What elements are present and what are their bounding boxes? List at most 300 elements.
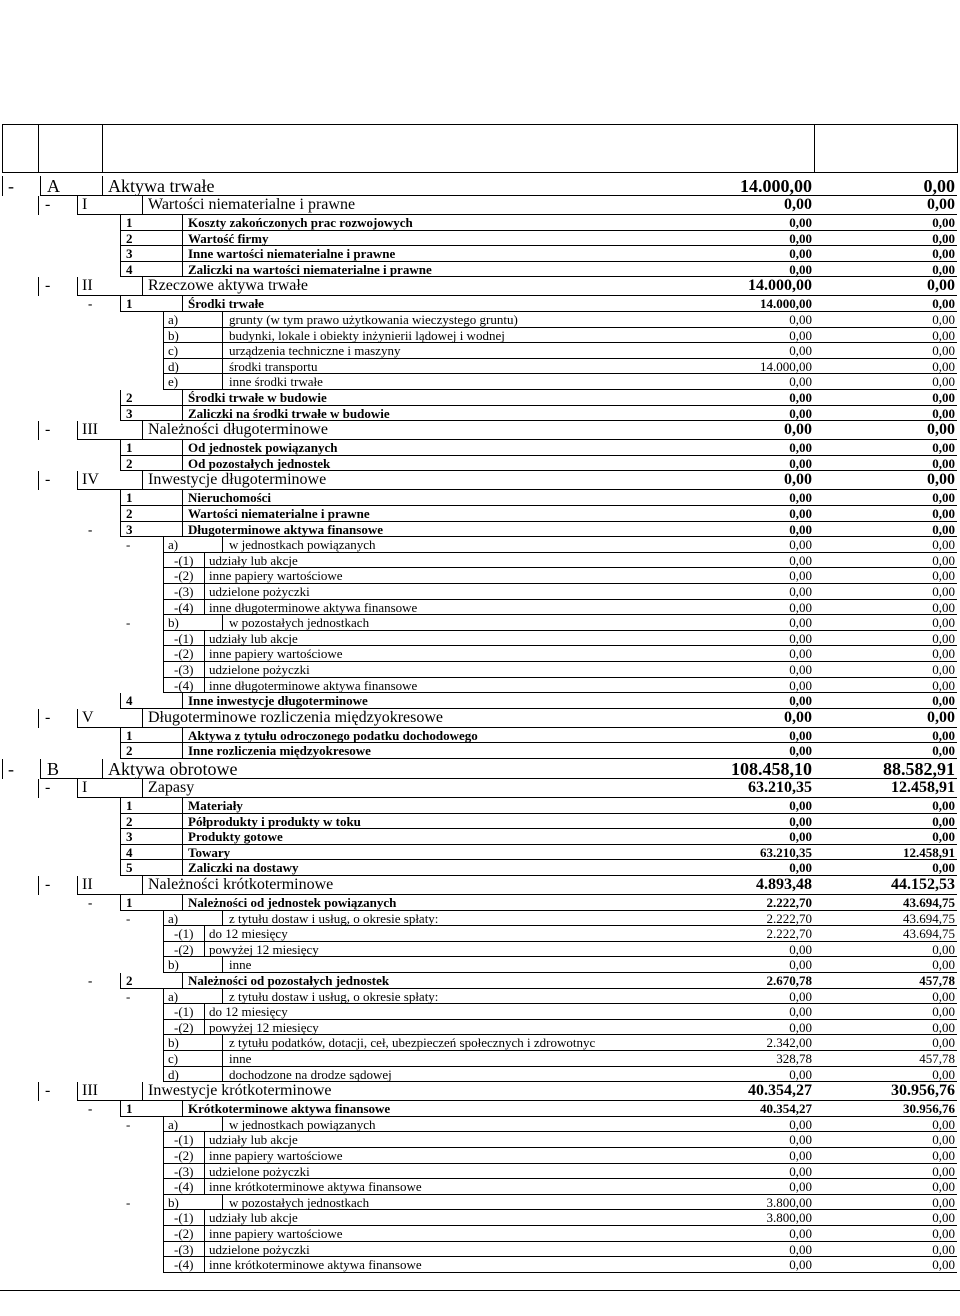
row-current-value: 2.222,70: [766, 926, 812, 942]
row-sign: -: [8, 759, 14, 779]
row-name: Aktywa trwałe: [108, 176, 215, 196]
row-code: 2: [126, 973, 133, 988]
row-current-value: 14.000,00: [748, 277, 812, 295]
row-previous-value: 0,00: [932, 537, 955, 553]
row-previous-value: 0,00: [932, 1163, 955, 1179]
row-name: inne krótkoterminowe aktywa finansowe: [209, 1179, 422, 1195]
row-previous-value: 0,00: [932, 1257, 955, 1273]
table-row: [0, 845, 960, 861]
table-row: [0, 1051, 960, 1067]
table-row: [0, 615, 960, 631]
table-row: [0, 798, 960, 814]
row-previous-value: 0,00: [932, 1194, 955, 1210]
row-previous-value: 0,00: [932, 261, 955, 277]
row-current-value: 0,00: [789, 988, 812, 1004]
row-code: A: [47, 176, 60, 196]
row-sign: -: [45, 277, 51, 295]
row-code: a): [168, 988, 179, 1004]
table-row: [0, 709, 960, 728]
row-current-value: 0,00: [789, 1257, 812, 1273]
row-sign: -: [126, 1116, 131, 1132]
row-code: -(2): [174, 941, 194, 957]
row-current-value: 0,00: [789, 405, 812, 421]
row-name: Zaliczki na środki trwałe w budowie: [188, 405, 390, 421]
row-name: inne papiery wartościowe: [209, 1148, 343, 1163]
row-name: w pozostałych jednostkach: [229, 615, 370, 631]
row-previous-value: 12.458,91: [903, 844, 955, 860]
row-current-value: 0,00: [789, 327, 812, 343]
row-code: II: [82, 876, 93, 893]
table-row: [0, 1035, 960, 1051]
table-row: [0, 176, 960, 196]
table-row: [0, 957, 960, 973]
row-current-value: 0,00: [789, 615, 812, 631]
row-name: w pozostałych jednostkach: [229, 1194, 370, 1210]
row-previous-value: 0,00: [932, 343, 955, 359]
row-code: d): [168, 358, 179, 374]
row-code: -(1): [174, 1132, 194, 1148]
row-current-value: 0,00: [784, 708, 812, 726]
row-current-value: 328,78: [776, 1051, 812, 1066]
row-previous-value: 0,00: [932, 743, 955, 759]
row-current-value: 0,00: [789, 568, 812, 584]
row-name: budynki, lokale i obiekty inżynierii lądowej i wodnej: [229, 327, 505, 343]
row-name: Aktywa z tytułu odroczonego podatku dochodowego: [188, 727, 478, 743]
row-previous-value: 0,00: [932, 1179, 955, 1195]
row-current-value: 14.000,00: [760, 296, 812, 312]
row-current-value: 2.342,00: [766, 1035, 812, 1051]
row-current-value: 0,00: [789, 1066, 812, 1082]
table-row: [0, 471, 960, 490]
row-previous-value: 0,00: [932, 798, 955, 813]
row-current-value: 0,00: [789, 1019, 812, 1035]
row-code: 2: [126, 390, 133, 405]
row-name: Materiały: [188, 798, 243, 813]
row-previous-value: 0,00: [932, 829, 955, 845]
row-name: inne: [229, 1051, 252, 1066]
row-name: Inwestycje długoterminowe: [148, 471, 327, 489]
row-code: -(4): [174, 1179, 194, 1195]
row-current-value: 0,00: [789, 1241, 812, 1257]
row-current-value: 63.210,35: [760, 844, 812, 860]
row-code: 2: [126, 230, 133, 246]
row-name: z tytułu dostaw i usług, o okresie spłaty:: [229, 988, 439, 1004]
row-previous-value: 0,00: [932, 813, 955, 829]
table-row: [0, 1082, 960, 1101]
row-sign: -: [8, 176, 14, 196]
row-code: I: [82, 779, 88, 796]
table-row: [0, 646, 960, 662]
row-code: -(1): [174, 630, 194, 646]
row-code: 4: [126, 693, 133, 709]
table-row: [0, 262, 960, 278]
row-current-value: 40.354,27: [748, 1082, 812, 1100]
row-name: dochodzone na drodze sądowej: [229, 1066, 392, 1082]
row-previous-value: 0,00: [927, 471, 955, 489]
row-code: -(3): [174, 662, 194, 677]
table-row: [0, 421, 960, 440]
row-name: Od jednostek powiązanych: [188, 440, 338, 456]
row-sign: -: [126, 537, 131, 553]
row-code: 1: [126, 798, 133, 813]
row-current-value: 3.800,00: [766, 1194, 812, 1210]
table-row: [0, 779, 960, 798]
row-name: Koszty zakończonych prac rozwojowych: [188, 215, 413, 230]
row-sign: -: [88, 296, 93, 312]
row-code: -(1): [174, 926, 194, 942]
row-current-value: 0,00: [789, 390, 812, 405]
table-row: [0, 1226, 960, 1242]
row-previous-value: 0,00: [932, 405, 955, 421]
row-current-value: 0,00: [789, 455, 812, 471]
table-row: [0, 196, 960, 215]
row-name: środki transportu: [229, 358, 318, 374]
row-current-value: 0,00: [789, 1163, 812, 1179]
row-name: Od pozostałych jednostek: [188, 455, 331, 471]
table-row: [0, 1020, 960, 1036]
row-current-value: 0,00: [789, 813, 812, 829]
row-code: -(4): [174, 677, 194, 693]
row-code: -(1): [174, 1210, 194, 1226]
row-current-value: 0,00: [789, 215, 812, 230]
table-row: [0, 895, 960, 911]
row-current-value: 2.222,70: [766, 895, 812, 910]
table-row: [0, 1179, 960, 1195]
row-code: III: [82, 1082, 98, 1100]
table-row: [0, 490, 960, 506]
row-previous-value: 0,00: [932, 646, 955, 662]
row-code: V: [82, 708, 94, 726]
row-code: -(3): [174, 584, 194, 599]
row-name: inne papiery wartościowe: [209, 568, 343, 584]
row-previous-value: 43.694,75: [903, 910, 955, 926]
table-row: [0, 1195, 960, 1211]
row-name: Aktywa obrotowe: [108, 759, 238, 779]
table-row: [0, 231, 960, 247]
row-name: udziały lub akcje: [209, 1132, 298, 1148]
row-name: Wartości niematerialne i prawne: [188, 506, 370, 521]
row-previous-value: 0,00: [932, 327, 955, 343]
row-name: inne papiery wartościowe: [209, 1226, 343, 1241]
row-code: b): [168, 1035, 179, 1051]
row-code: IV: [82, 471, 99, 489]
table-row: [0, 829, 960, 845]
row-name: udziały lub akcje: [209, 552, 298, 568]
row-current-value: 2.670,78: [766, 973, 812, 988]
row-code: -(2): [174, 568, 194, 584]
row-previous-value: 0,00: [932, 615, 955, 631]
row-current-value: 0,00: [784, 471, 812, 489]
row-current-value: 14.000,00: [760, 358, 812, 374]
table-row: [0, 506, 960, 522]
row-previous-value: 44.152,53: [891, 876, 955, 893]
row-current-value: 4.893,48: [756, 876, 812, 893]
row-sign: -: [45, 876, 51, 893]
row-current-value: 0,00: [784, 196, 812, 213]
row-name: w jednostkach powiązanych: [229, 1116, 376, 1132]
row-code: c): [168, 343, 179, 359]
row-sign: -: [126, 615, 131, 631]
row-code: -(4): [174, 599, 194, 615]
row-current-value: 0,00: [789, 1116, 812, 1132]
row-name: inne środki trwałe: [229, 374, 323, 390]
row-previous-value: 0,00: [932, 246, 955, 262]
row-code: 1: [126, 895, 133, 910]
row-current-value: 0,00: [789, 312, 812, 327]
row-sign: -: [126, 988, 131, 1004]
row-previous-value: 43.694,75: [903, 926, 955, 942]
row-code: -(1): [174, 552, 194, 568]
row-current-value: 0,00: [789, 1226, 812, 1241]
row-code: -(2): [174, 1148, 194, 1163]
row-current-value: 0,00: [784, 421, 812, 439]
row-name: Inne rozliczenia międzyokresowe: [188, 743, 371, 759]
row-previous-value: 0,00: [932, 630, 955, 646]
row-previous-value: 0,00: [927, 277, 955, 295]
row-name: z tytułu dostaw i usług, o okresie spłaty:: [229, 910, 439, 926]
row-previous-value: 0,00: [932, 521, 955, 537]
row-previous-value: 30.956,76: [903, 1101, 955, 1117]
row-current-value: 0,00: [789, 599, 812, 615]
table-row: [0, 246, 960, 262]
row-code: 3: [126, 521, 133, 537]
table-row: [0, 312, 960, 328]
table-row: [0, 1257, 960, 1273]
row-previous-value: 0,00: [932, 988, 955, 1004]
row-name: Należności długoterminowe: [148, 421, 328, 439]
row-current-value: 0,00: [789, 343, 812, 359]
row-code: 3: [126, 829, 133, 845]
row-current-value: 0,00: [789, 1179, 812, 1195]
table-row: [0, 926, 960, 942]
row-previous-value: 0,00: [932, 584, 955, 599]
row-current-value: 0,00: [789, 584, 812, 599]
row-code: b): [168, 1194, 179, 1210]
row-code: 4: [126, 261, 133, 277]
row-name: inne długoterminowe aktywa finansowe: [209, 599, 418, 615]
table-row: [0, 328, 960, 344]
row-previous-value: 0,00: [932, 1226, 955, 1241]
row-current-value: 0,00: [789, 1004, 812, 1020]
row-code: -(3): [174, 1163, 194, 1179]
row-previous-value: 0,00: [932, 599, 955, 615]
row-current-value: 0,00: [789, 246, 812, 262]
row-code: B: [47, 759, 60, 779]
table-row: [0, 1242, 960, 1258]
table-row: [0, 277, 960, 296]
row-current-value: 0,00: [789, 798, 812, 813]
row-previous-value: 0,00: [932, 1148, 955, 1163]
row-previous-value: 12.458,91: [891, 779, 955, 796]
row-name: urządzenia techniczne i maszyny: [229, 343, 401, 359]
row-name: Środki trwałe w budowie: [188, 390, 327, 405]
table-row: [0, 440, 960, 456]
row-sign: -: [126, 1194, 131, 1210]
row-current-value: 63.210,35: [748, 779, 812, 796]
table-row: [0, 215, 960, 231]
row-sign: -: [45, 779, 51, 796]
row-code: 3: [126, 246, 133, 262]
row-current-value: 3.800,00: [766, 1210, 812, 1226]
row-code: -(2): [174, 1226, 194, 1241]
row-sign: -: [45, 471, 51, 489]
row-current-value: 0,00: [789, 677, 812, 693]
row-code: -(3): [174, 1241, 194, 1257]
row-current-value: 0,00: [789, 374, 812, 390]
table-row: [0, 814, 960, 830]
row-sign: -: [88, 973, 93, 988]
row-code: c): [168, 1051, 179, 1066]
row-name: udzielone pożyczki: [209, 662, 310, 677]
row-code: 3: [126, 405, 133, 421]
row-previous-value: 0,00: [932, 1066, 955, 1082]
row-current-value: 0,00: [789, 261, 812, 277]
row-name: inne długoterminowe aktywa finansowe: [209, 677, 418, 693]
row-name: udzielone pożyczki: [209, 584, 310, 599]
row-code: a): [168, 537, 179, 553]
row-previous-value: 0,00: [932, 1019, 955, 1035]
row-name: Należności krótkoterminowe: [148, 876, 334, 893]
row-previous-value: 0,00: [932, 1035, 955, 1051]
table-row: [0, 456, 960, 472]
row-code: b): [168, 957, 179, 973]
row-current-value: 2.222,70: [766, 910, 812, 926]
row-current-value: 0,00: [789, 743, 812, 759]
row-previous-value: 0,00: [932, 215, 955, 230]
row-code: 2: [126, 506, 133, 521]
row-previous-value: 0,00: [932, 455, 955, 471]
row-name: Inwestycje krótkoterminowe: [148, 1082, 332, 1100]
row-current-value: 0,00: [789, 506, 812, 521]
table-row: [0, 374, 960, 390]
row-name: Długoterminowe rozliczenia międzyokresowe: [148, 708, 443, 726]
row-name: Krótkoterminowe aktywa finansowe: [188, 1101, 391, 1117]
table-row: [0, 759, 960, 779]
row-code: b): [168, 615, 179, 631]
table-row: [0, 1164, 960, 1180]
table-row: [0, 876, 960, 895]
row-current-value: 0,00: [789, 829, 812, 845]
row-current-value: 0,00: [789, 537, 812, 553]
row-name: udziały lub akcje: [209, 630, 298, 646]
row-current-value: 14.000,00: [740, 176, 812, 196]
row-code: b): [168, 327, 179, 343]
table-row: [0, 1004, 960, 1020]
row-name: Zaliczki na dostawy: [188, 860, 299, 876]
table-row: [0, 390, 960, 406]
row-current-value: 0,00: [789, 230, 812, 246]
row-previous-value: 30.956,76: [891, 1082, 955, 1100]
row-previous-value: 0,00: [932, 727, 955, 743]
row-code: 1: [126, 490, 133, 506]
table-row: [0, 1148, 960, 1164]
row-current-value: 0,00: [789, 941, 812, 957]
row-previous-value: 0,00: [932, 230, 955, 246]
row-code: 1: [126, 215, 133, 230]
table-row: [0, 600, 960, 616]
row-sign: -: [126, 910, 131, 926]
table-row: [0, 584, 960, 600]
table-row: [0, 343, 960, 359]
row-previous-value: 0,00: [932, 1004, 955, 1020]
row-name: Inne inwestycje długoterminowe: [188, 693, 368, 709]
row-name: Należności od jednostek powiązanych: [188, 895, 397, 910]
table-row: [0, 678, 960, 694]
row-code: 1: [126, 440, 133, 456]
row-previous-value: 0,00: [932, 693, 955, 709]
row-previous-value: 0,00: [932, 1210, 955, 1226]
row-current-value: 0,00: [789, 440, 812, 456]
row-name: Rzeczowe aktywa trwałe: [148, 277, 308, 295]
row-previous-value: 0,00: [932, 490, 955, 506]
row-previous-value: 457,78: [919, 1051, 955, 1066]
table-row: [0, 1101, 960, 1117]
row-current-value: 0,00: [789, 1148, 812, 1163]
row-name: inne: [229, 957, 252, 973]
row-current-value: 0,00: [789, 957, 812, 973]
row-code: a): [168, 910, 179, 926]
table-row: [0, 631, 960, 647]
table-row: [0, 662, 960, 678]
row-previous-value: 0,00: [932, 568, 955, 584]
row-previous-value: 457,78: [919, 973, 955, 988]
table-row: [0, 743, 960, 759]
row-previous-value: 0,00: [932, 1132, 955, 1148]
row-name: udziały lub akcje: [209, 1210, 298, 1226]
row-code: 1: [126, 296, 133, 312]
row-previous-value: 0,00: [932, 440, 955, 456]
row-current-value: 0,00: [789, 646, 812, 662]
row-sign: -: [45, 196, 51, 213]
row-previous-value: 88.582,91: [883, 759, 955, 779]
row-current-value: 108.458,10: [731, 759, 812, 779]
row-current-value: 0,00: [789, 693, 812, 709]
table-row: [0, 728, 960, 744]
row-sign: -: [88, 1101, 93, 1117]
row-name: Wartość firmy: [188, 230, 269, 246]
row-name: Wartości niematerialne i prawne: [148, 196, 356, 213]
row-name: udzielone pożyczki: [209, 1241, 310, 1257]
row-previous-value: 43.694,75: [903, 895, 955, 910]
row-current-value: 0,00: [789, 552, 812, 568]
row-name: Półprodukty i produkty w toku: [188, 813, 361, 829]
row-name: Produkty gotowe: [188, 829, 283, 845]
row-name: Zaliczki na wartości niematerialne i prawne: [188, 261, 432, 277]
table-row: [0, 1210, 960, 1226]
row-previous-value: 0,00: [927, 708, 955, 726]
row-current-value: 0,00: [789, 630, 812, 646]
row-current-value: 0,00: [789, 490, 812, 506]
row-name: w jednostkach powiązanych: [229, 537, 376, 553]
row-previous-value: 0,00: [923, 176, 955, 196]
row-code: II: [82, 277, 93, 295]
table-row: [0, 359, 960, 375]
table-row: [0, 1117, 960, 1133]
row-name: Długoterminowe aktywa finansowe: [188, 521, 383, 537]
row-name: grunty (w tym prawo użytkowania wieczystego gruntu): [229, 312, 518, 327]
row-code: 4: [126, 844, 133, 860]
row-previous-value: 0,00: [927, 196, 955, 213]
row-sign: -: [45, 708, 51, 726]
table-row: [0, 860, 960, 876]
row-code: a): [168, 1116, 179, 1132]
row-current-value: 0,00: [789, 1132, 812, 1148]
row-previous-value: 0,00: [932, 296, 955, 312]
row-name: Towary: [188, 844, 231, 860]
row-name: Zapasy: [148, 779, 195, 796]
row-code: 1: [126, 727, 133, 743]
row-code: -(2): [174, 1019, 194, 1035]
